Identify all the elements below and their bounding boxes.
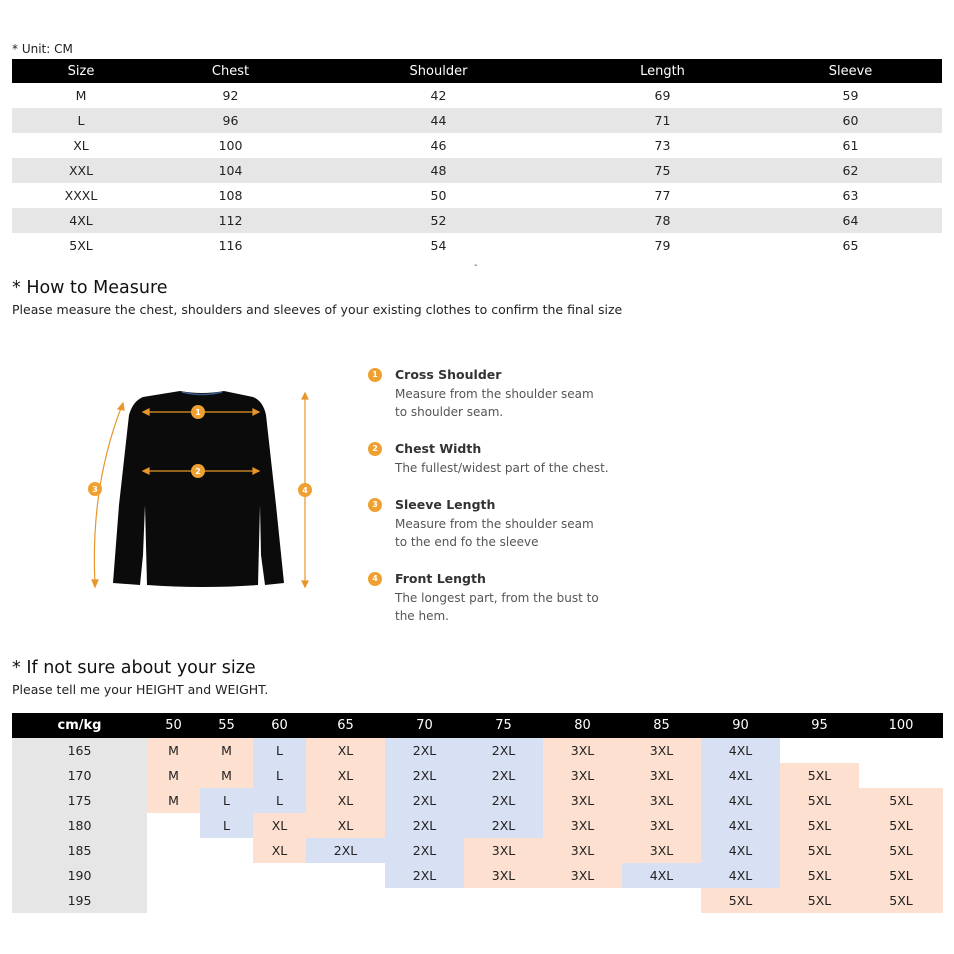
size-cell: 73 (654, 138, 671, 153)
size-cell: M (75, 88, 87, 103)
size-row (12, 183, 942, 208)
size-recommendation-cell: 4XL (701, 763, 780, 788)
size-recommendation-cell: 4XL (622, 863, 701, 888)
size-recommendation-cell: 3XL (543, 863, 622, 888)
measure-title: Sleeve Length (395, 497, 496, 512)
size-cell: 44 (311, 108, 566, 133)
size-recommendation-cell: XL (253, 813, 306, 838)
size-recommendation-cell (385, 888, 464, 913)
size-chart-table (12, 59, 942, 258)
size-row (12, 133, 942, 158)
weight-header: 100 (859, 713, 943, 738)
height-cell: 185 (12, 838, 147, 863)
size-recommendation-cell: 3XL (543, 813, 622, 838)
size-recommendation-cell: 3XL (464, 863, 543, 888)
size-recommendation-cell (253, 888, 306, 913)
size-recommendation-cell: 3XL (543, 838, 622, 863)
size-recommendation-cell (306, 863, 385, 888)
measure-description: Measure from the shoulder seam to the end fo the sleeve (395, 517, 594, 549)
height-cell: 165 (12, 738, 147, 763)
measure-title: Cross Shoulder (395, 367, 502, 382)
size-recommendation-cell: L (200, 788, 253, 813)
number-badge-1: 1 (368, 368, 382, 382)
size-recommendation-cell: M (147, 788, 200, 813)
height-cell: 180 (12, 813, 147, 838)
size-recommendation-cell: 5XL (701, 888, 780, 913)
size-recommendation-cell: 3XL (622, 738, 701, 763)
size-recommendation-cell: M (200, 738, 253, 763)
size-recommendation-cell: 5XL (780, 838, 859, 863)
size-recommendation-cell: 5XL (780, 813, 859, 838)
size-recommendation-cell: L (253, 763, 306, 788)
size-recommendation-cell (200, 888, 253, 913)
weight-header: 90 (701, 713, 780, 738)
separator-dash: - (474, 260, 478, 271)
weight-header: 75 (464, 713, 543, 738)
size-cell: 60 (759, 108, 942, 133)
size-cell: 92 (222, 88, 239, 103)
size-recommendation-cell: 4XL (701, 813, 780, 838)
size-recommendation-cell (543, 888, 622, 913)
number-badge-4: 4 (368, 572, 382, 586)
size-cell: 50 (430, 188, 447, 203)
size-recommendation-cell: 5XL (859, 813, 943, 838)
hw-row (12, 888, 943, 913)
weight-header: 65 (306, 713, 385, 738)
size-recommendation-cell: XL (306, 813, 385, 838)
size-chart-header (12, 59, 942, 83)
diagram-label-3: 3 (92, 485, 98, 494)
size-cell: 96 (150, 108, 311, 133)
unit-label: * Unit: CM (12, 42, 73, 56)
size-cell: 104 (150, 158, 311, 183)
size-cell: 78 (566, 208, 759, 233)
weight-header: 95 (780, 713, 859, 738)
size-row (12, 158, 942, 183)
size-recommendation-cell: 2XL (464, 763, 543, 788)
size-recommendation-cell: 5XL (780, 763, 859, 788)
sweater-body-shape (113, 391, 284, 587)
size-recommendation-cell: XL (306, 788, 385, 813)
size-recommendation-cell: 5XL (859, 888, 943, 913)
weight-header: 70 (385, 713, 464, 738)
number-badge-3: 3 (368, 498, 382, 512)
size-recommendation-cell (859, 738, 943, 763)
size-cell: 69 (654, 88, 671, 103)
size-cell: XXL (12, 158, 150, 183)
diagram-label-4: 4 (302, 486, 308, 495)
size-recommendation-cell (859, 763, 943, 788)
height-cell: 195 (12, 888, 147, 913)
measure-description: The fullest/widest part of the chest. (395, 461, 609, 475)
size-cell: 52 (311, 208, 566, 233)
weight-header: 85 (622, 713, 701, 738)
diagram-label-1: 1 (195, 408, 201, 417)
size-recommendation-cell: 3XL (622, 763, 701, 788)
size-recommendation-cell (306, 888, 385, 913)
size-cell: 77 (654, 188, 671, 203)
size-cell: 71 (566, 108, 759, 133)
size-cell: 100 (218, 138, 243, 153)
how-to-measure-title: * How to Measure (12, 278, 168, 298)
size-recommendation-cell: 3XL (622, 813, 701, 838)
size-recommendation-cell: XL (253, 838, 306, 863)
measure-title: Chest Width (395, 441, 482, 456)
size-recommendation-cell: 2XL (385, 838, 464, 863)
size-recommendation-cell: 2XL (385, 788, 464, 813)
size-cell: 46 (430, 138, 447, 153)
size-recommendation-cell: 2XL (385, 763, 464, 788)
diagram-label-2: 2 (195, 467, 201, 476)
hw-row (12, 738, 943, 763)
size-recommendation-cell (147, 813, 200, 838)
size-recommendation-cell (464, 888, 543, 913)
size-recommendation-cell: 2XL (385, 738, 464, 763)
size-recommendation-cell: 4XL (701, 738, 780, 763)
height-weight-table (12, 713, 943, 913)
size-recommendation-cell (780, 738, 859, 763)
measure-description: Measure from the shoulder seam to shoulder seam. (395, 387, 594, 419)
size-recommendation-cell: 3XL (622, 788, 701, 813)
size-col-header: Chest (150, 59, 311, 83)
size-recommendation-cell: 4XL (701, 788, 780, 813)
size-col-header: Shoulder (311, 59, 566, 83)
hw-row (12, 813, 943, 838)
size-cell: 108 (218, 188, 243, 203)
size-row (12, 83, 942, 108)
size-recommendation-cell: 2XL (464, 813, 543, 838)
size-cell: 64 (759, 208, 942, 233)
weight-header: 50 (147, 713, 200, 738)
size-cell: 54 (430, 238, 447, 253)
size-recommendation-cell: 4XL (701, 838, 780, 863)
size-recommendation-cell: 2XL (385, 813, 464, 838)
hw-row (12, 763, 943, 788)
size-recommendation-cell: XL (306, 763, 385, 788)
size-recommendation-cell: 2XL (464, 738, 543, 763)
size-recommendation-cell: 3XL (543, 763, 622, 788)
size-cell: 4XL (12, 208, 150, 233)
hw-row (12, 838, 943, 863)
size-recommendation-cell (200, 838, 253, 863)
size-cell: 112 (150, 208, 311, 233)
size-recommendation-cell: XL (306, 738, 385, 763)
not-sure-subtitle: Please tell me your HEIGHT and WEIGHT. (12, 682, 269, 697)
height-weight-header (12, 713, 943, 738)
size-recommendation-cell (253, 863, 306, 888)
height-cell: 175 (12, 788, 147, 813)
size-row (12, 208, 942, 233)
size-cell: 61 (842, 138, 859, 153)
size-cell: XXXL (64, 188, 98, 203)
size-recommendation-cell: M (147, 763, 200, 788)
weight-header: 55 (200, 713, 253, 738)
size-recommendation-cell (622, 888, 701, 913)
height-cell: 190 (12, 863, 147, 888)
hw-corner-header: cm/kg (12, 713, 147, 738)
size-recommendation-cell: 5XL (780, 788, 859, 813)
size-cell: XL (73, 138, 89, 153)
size-recommendation-cell: 5XL (859, 788, 943, 813)
size-row (12, 233, 942, 258)
size-cell: 59 (842, 88, 859, 103)
size-cell: 48 (311, 158, 566, 183)
size-recommendation-cell: M (200, 763, 253, 788)
size-recommendation-cell (147, 863, 200, 888)
size-cell: 116 (218, 238, 243, 253)
sweater-diagram (85, 385, 320, 595)
weight-header: 80 (543, 713, 622, 738)
size-recommendation-cell: 3XL (543, 738, 622, 763)
size-recommendation-cell: L (253, 788, 306, 813)
size-recommendation-cell (200, 863, 253, 888)
height-cell: 170 (12, 763, 147, 788)
size-col-header: Length (566, 59, 759, 83)
size-recommendation-cell: 5XL (859, 838, 943, 863)
size-row (12, 108, 942, 133)
size-cell: 5XL (69, 238, 93, 253)
size-recommendation-cell: L (200, 813, 253, 838)
size-recommendation-cell: 3XL (622, 838, 701, 863)
size-cell: 75 (566, 158, 759, 183)
size-recommendation-cell: 2XL (306, 838, 385, 863)
hw-row (12, 863, 943, 888)
size-cell: L (12, 108, 150, 133)
size-recommendation-cell (147, 888, 200, 913)
size-cell: 65 (842, 238, 859, 253)
measure-title: Front Length (395, 571, 486, 586)
measure-description: The longest part, from the bust to the hem. (395, 591, 599, 623)
size-recommendation-cell: L (253, 738, 306, 763)
size-recommendation-cell: 5XL (780, 888, 859, 913)
size-recommendation-cell: M (147, 738, 200, 763)
size-recommendation-cell: 3XL (464, 838, 543, 863)
size-recommendation-cell: 5XL (780, 863, 859, 888)
size-col-header: Sleeve (759, 59, 942, 83)
not-sure-title: * If not sure about your size (12, 658, 256, 678)
size-col-header: Size (12, 59, 150, 83)
size-cell: 63 (842, 188, 859, 203)
size-cell: 42 (430, 88, 447, 103)
size-cell: 62 (759, 158, 942, 183)
hw-row (12, 788, 943, 813)
size-cell: 79 (654, 238, 671, 253)
how-to-measure-subtitle: Please measure the chest, shoulders and sleeves of your existing clothes to confirm the final size (12, 302, 623, 317)
size-recommendation-cell: 2XL (464, 788, 543, 813)
number-badge-2: 2 (368, 442, 382, 456)
size-recommendation-cell (147, 838, 200, 863)
size-recommendation-cell: 3XL (543, 788, 622, 813)
size-recommendation-cell: 2XL (385, 863, 464, 888)
size-recommendation-cell: 4XL (701, 863, 780, 888)
weight-header: 60 (253, 713, 306, 738)
size-recommendation-cell: 5XL (859, 863, 943, 888)
